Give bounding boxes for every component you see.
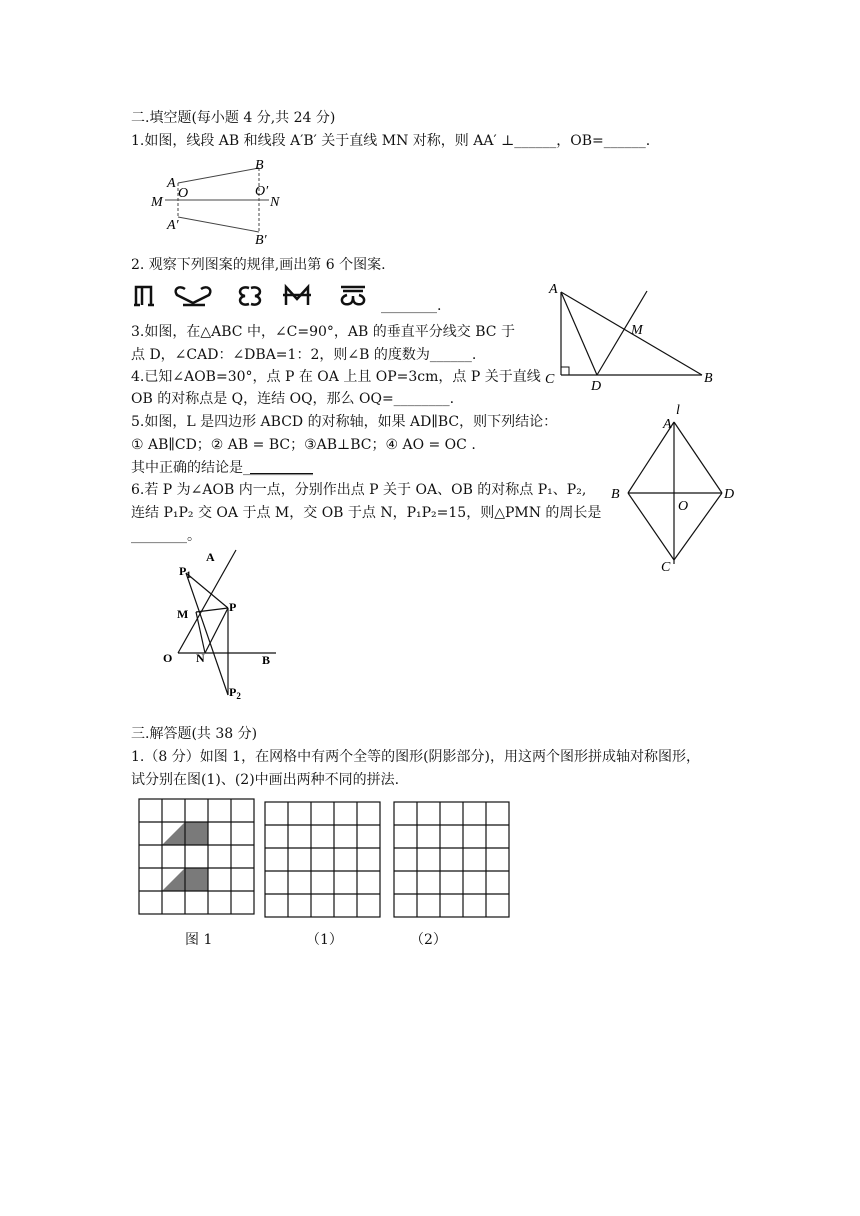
fig6-label-B: B: [262, 653, 271, 667]
grid-figure-1: [139, 799, 255, 915]
grid-answer-2: [394, 802, 510, 918]
fig1-label-O-prime: O′: [255, 184, 269, 199]
fig6-label-A: A: [206, 550, 215, 564]
fig1-label-B: B: [255, 158, 264, 173]
fig3-label-B: B: [704, 371, 713, 386]
question-5-line-2: ① AB∥CD；② AB = BC；③AB⊥BC；④ AO = OC .: [131, 437, 476, 453]
section-3-heading: 三.解答题(共 38 分): [131, 726, 258, 742]
fig5-label-A: A: [663, 417, 672, 432]
q5-conclusion-label: 其中正确的结论是_: [131, 460, 250, 476]
q5-answer-blank: _________: [250, 460, 313, 476]
fig1-label-O: O: [178, 186, 189, 201]
figure-1-segment-symmetry: [145, 155, 295, 250]
fig5-label-O: O: [678, 499, 689, 514]
question-3-line-1: 3.如图，在△ABC 中，∠C=90°，AB 的垂直平分线交 BC 于: [131, 324, 515, 340]
fig6-label-P1: $P_1$: [179, 564, 191, 580]
pattern-1-icon: [134, 287, 154, 305]
grid-answer-1: [265, 802, 381, 918]
fig3-label-M: M: [631, 323, 643, 338]
fig3-label-C: C: [545, 372, 555, 387]
section-3-question-1-line-1: 1.（8 分）如图 1，在网格中有两个全等的图形(阴影部分)，用这两个图形拼成轴对称图形，: [131, 749, 700, 765]
fig6-label-M: M: [177, 607, 189, 621]
fig5-label-l: l: [676, 403, 680, 418]
pattern-3-icon: [240, 287, 260, 304]
question-5-line-3: [131, 458, 313, 478]
question-5-line-1: 5.如图，L 是四边形 ABCD 的对称轴，如果 AD∥BC，则下列结论：: [131, 414, 558, 430]
figure-5-kite: [605, 400, 745, 575]
pattern-4-icon: [283, 287, 311, 305]
question-6-line-2: 连结 P₁P₂ 交 OA 于点 M，交 OB 于点 N，P₁P₂=15，则△PMN 的周长是: [131, 505, 602, 521]
q2-answer-blank: ________.: [381, 298, 442, 314]
fig6-label-O: O: [163, 651, 173, 665]
fig1-label-A-prime: A′: [167, 218, 179, 233]
question-6-line-3: ________。: [131, 528, 201, 544]
fig1-label-N: N: [270, 195, 280, 210]
figure-3-right-triangle: [540, 278, 720, 394]
section-2-heading: 二.填空题(每小题 4 分,共 24 分): [131, 110, 336, 126]
fig5-label-B: B: [611, 487, 620, 502]
question-6-line-1: 6.若 P 为∠AOB 内一点，分别作出点 P 关于 OA、OB 的对称点 P₁、P₂,: [131, 482, 587, 498]
figure-6-angle-reflection: [158, 545, 283, 705]
question-4-line-2: OB 的对称点是 Q，连结 OQ，那么 OQ=________.: [131, 391, 455, 407]
fig5-label-C: C: [661, 560, 671, 575]
fig6-label-P2: $P_2$: [229, 685, 241, 701]
fig1-label-M: M: [151, 195, 163, 210]
question-3-line-2: 点 D，∠CAD：∠DBA=1：2，则∠B 的度数为______.: [131, 347, 477, 363]
fig1-label-A: A: [167, 176, 176, 191]
fig6-label-P: P: [229, 600, 237, 614]
section-3-question-1-line-2: 试分别在图(1)、(2)中画出两种不同的拼法.: [131, 772, 400, 788]
pattern-5-icon: [341, 287, 365, 304]
fig3-label-A: A: [549, 282, 558, 297]
pattern-2-heart-icon: [176, 287, 211, 305]
question-4-line-1: 4.已知∠AOB=30°，点 P 在 OA 上且 OP=3cm，点 P 关于直线: [131, 369, 541, 385]
caption-answer-2: （2）: [410, 932, 447, 948]
q2-pattern-row: [133, 283, 373, 309]
fig3-label-D: D: [591, 379, 602, 394]
question-2: 2. 观察下列图案的规律,画出第 6 个图案.: [131, 257, 386, 273]
caption-answer-1: （1）: [306, 932, 343, 948]
question-1: 1.如图，线段 AB 和线段 A′B′ 关于直线 MN 对称，则 AA′ ⊥______，OB=______.: [131, 133, 651, 149]
fig5-label-D: D: [724, 487, 735, 502]
fig1-label-B-prime: B′: [255, 233, 267, 248]
fig6-label-N: N: [196, 651, 205, 665]
caption-figure-1: 图 1: [185, 932, 213, 948]
